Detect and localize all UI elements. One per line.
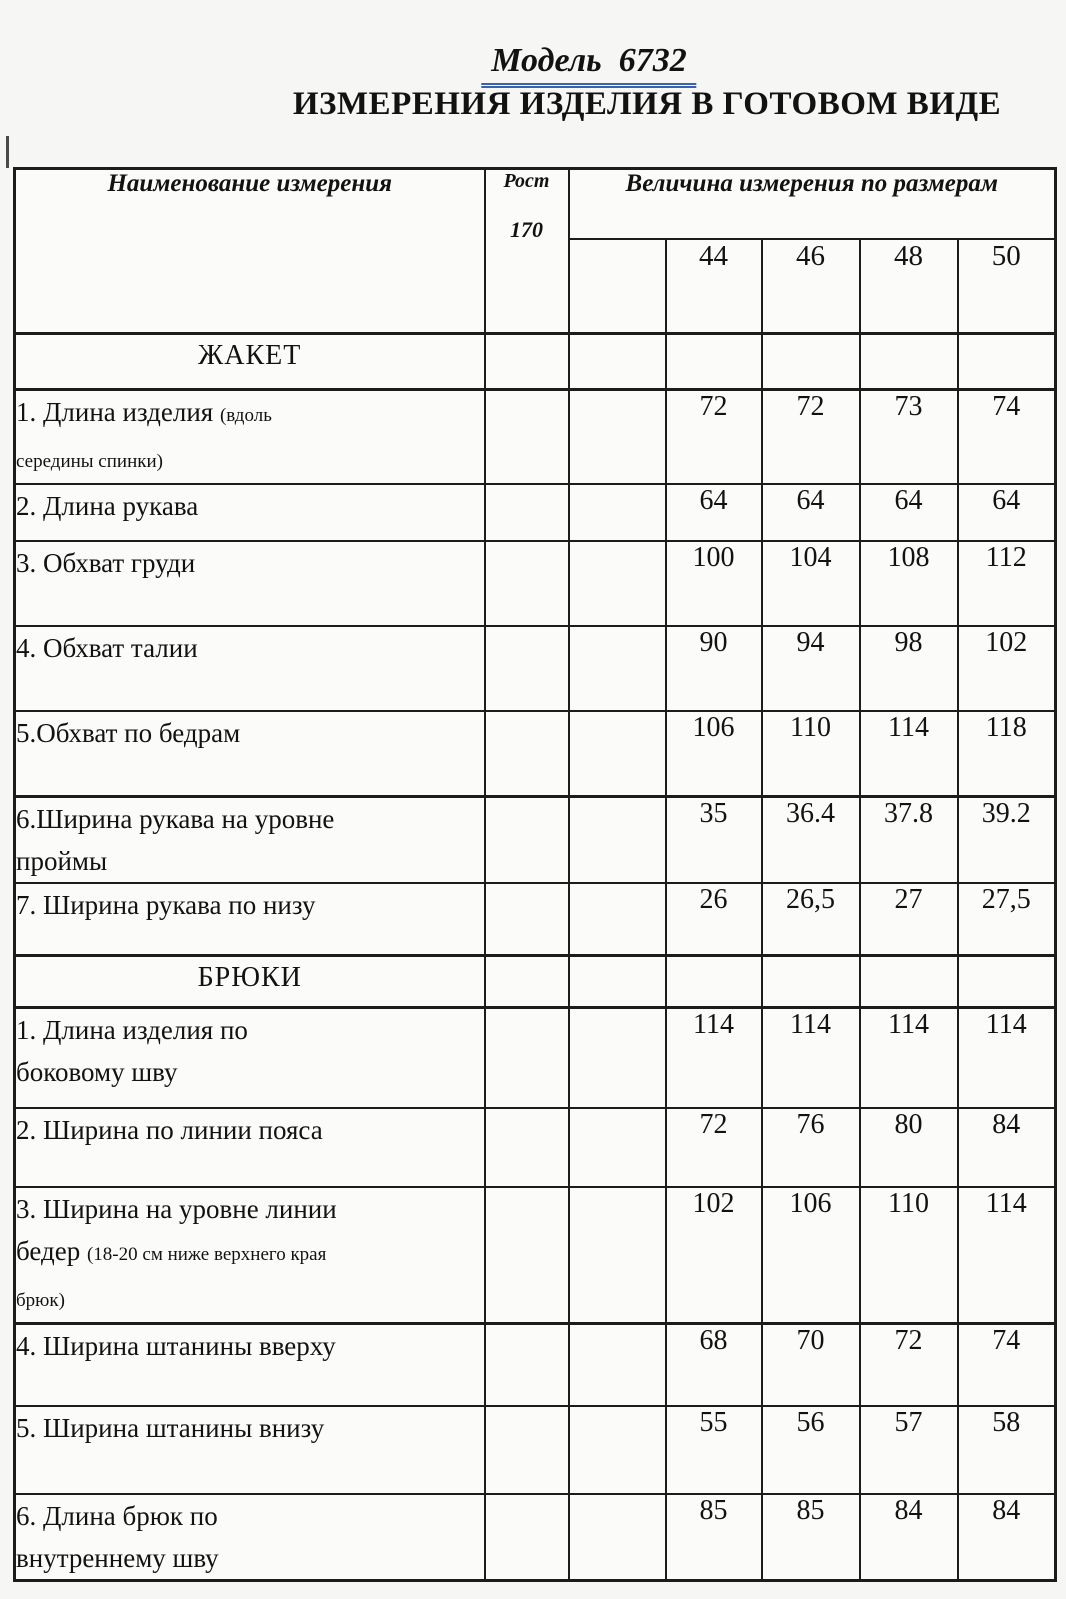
label-note: середины спинки): [16, 451, 163, 472]
sizes-group-header: Величина измерения по размерам: [569, 169, 1056, 239]
label-text: проймы: [16, 845, 108, 876]
table-row: [15, 626, 1056, 711]
label-text: 5. Ширина штанины внизу: [16, 1413, 325, 1443]
size-value: 72: [762, 390, 860, 485]
measurement-label: [15, 883, 485, 956]
table-row: [15, 1406, 1056, 1494]
table-row: [15, 541, 1056, 626]
size-value: 84: [958, 1108, 1056, 1187]
measurement-label: [15, 541, 485, 626]
size-value: 90: [666, 626, 762, 711]
empty-cell: [569, 626, 666, 711]
size-value: 106: [666, 711, 762, 796]
size-value: 56: [762, 1406, 860, 1494]
empty-cell: [485, 484, 569, 541]
size-value: 74: [958, 1323, 1056, 1406]
size-value: 102: [958, 626, 1056, 711]
label-text: бедер: [16, 1235, 81, 1266]
label-text: 4. Ширина штанины вверху: [16, 1330, 336, 1361]
label-text: 6.Ширина рукава на уровне: [16, 803, 335, 834]
empty-cell: [485, 883, 569, 956]
section-title: ЖАКЕТ: [15, 334, 485, 390]
empty-cell: [569, 541, 666, 626]
size-value: 72: [666, 390, 762, 485]
size-value: 39.2: [958, 796, 1056, 883]
size-value: 102: [666, 1187, 762, 1324]
measurement-label: [15, 711, 485, 796]
empty-cell: [762, 956, 860, 1008]
empty-cell: [958, 956, 1056, 1008]
size-value: 35: [666, 796, 762, 883]
measurement-label: [15, 796, 485, 883]
empty-cell: [569, 1323, 666, 1406]
empty-cell: [569, 956, 666, 1008]
empty-cell: [485, 796, 569, 883]
size-value: 85: [666, 1494, 762, 1581]
size-column-header: 46: [762, 239, 860, 334]
label-text: 2. Длина рукава: [16, 491, 199, 521]
label-text: внутреннему шву: [16, 1543, 219, 1573]
empty-cell: [569, 484, 666, 541]
size-value: 27: [860, 883, 958, 956]
table-row: [15, 1187, 1056, 1324]
label-text: 5.Обхват по бедрам: [16, 718, 241, 748]
empty-cell: [485, 1406, 569, 1494]
size-value: 98: [860, 626, 958, 711]
empty-cell: [485, 1323, 569, 1406]
size-value: 114: [860, 711, 958, 796]
header-row: [15, 169, 1056, 239]
label-note: (18-20 см ниже верхнего края: [86, 1243, 327, 1265]
empty-cell: [485, 334, 569, 390]
size-value: 26,5: [762, 883, 860, 956]
size-value: 64: [762, 484, 860, 541]
empty-cell: [485, 1494, 569, 1581]
size-value: 72: [666, 1108, 762, 1187]
table-row: [15, 883, 1056, 956]
section-header-jacket: [15, 334, 1056, 390]
label-text: 3. Ширина на уровне линии: [16, 1193, 337, 1224]
empty-cell: [958, 334, 1056, 390]
size-value: 114: [958, 1008, 1056, 1108]
measurement-label: [15, 1008, 485, 1108]
size-value: 108: [860, 541, 958, 626]
table-row: [15, 796, 1056, 883]
size-value: 64: [860, 484, 958, 541]
empty-cell: [569, 390, 666, 485]
size-value: 84: [958, 1494, 1056, 1581]
label-text: 1. Длина изделия по: [16, 1015, 248, 1045]
size-value: 27,5: [958, 883, 1056, 956]
scan-artifact-tick: [6, 136, 9, 168]
size-value: 37.8: [860, 796, 958, 883]
size-value: 68: [666, 1323, 762, 1406]
table-row: [15, 711, 1056, 796]
measurement-label: [15, 1323, 485, 1406]
empty-cell: [666, 334, 762, 390]
empty-cell: [569, 1187, 666, 1324]
height-value: 170: [510, 217, 543, 242]
size-value: 110: [860, 1187, 958, 1324]
size-value: 100: [666, 541, 762, 626]
measurement-label: [15, 1406, 485, 1494]
label-note: (вдоль: [219, 405, 272, 426]
size-value: 73: [860, 390, 958, 485]
label-text: 2. Ширина по линии пояса: [16, 1114, 323, 1145]
empty-cell: [762, 334, 860, 390]
empty-cell: [860, 956, 958, 1008]
size-value: 26: [666, 883, 762, 956]
empty-cell: [485, 1108, 569, 1187]
size-value: 114: [666, 1008, 762, 1108]
model-label: Модель 6732: [481, 42, 696, 88]
label-text: 7. Ширина рукава по низу: [16, 889, 316, 920]
measurement-label: [15, 1494, 485, 1581]
empty-cell: [569, 1008, 666, 1108]
size-value: 112: [958, 541, 1056, 626]
height-column-header: [485, 169, 569, 334]
label-text: боковому шву: [16, 1057, 178, 1087]
size-column-header: 50: [958, 239, 1056, 334]
size-value: 85: [762, 1494, 860, 1581]
size-value: 74: [958, 390, 1056, 485]
empty-cell: [485, 1008, 569, 1108]
size-value: 84: [860, 1494, 958, 1581]
size-value: 55: [666, 1406, 762, 1494]
empty-cell: [666, 956, 762, 1008]
size-value: 110: [762, 711, 860, 796]
empty-cell: [569, 1494, 666, 1581]
empty-cell: [485, 390, 569, 485]
page-title: ИЗМЕРЕНИЯ ИЗДЕЛИЯ В ГОТОВОМ ВИДЕ: [292, 86, 1002, 122]
size-value: 76: [762, 1108, 860, 1187]
measurement-label: [15, 626, 485, 711]
section-title: БРЮКИ: [15, 956, 485, 1008]
size-value: 58: [958, 1406, 1056, 1494]
empty-cell: [569, 796, 666, 883]
label-text: 6. Длина брюк по: [16, 1501, 218, 1531]
size-value: 72: [860, 1323, 958, 1406]
size-value: 114: [958, 1187, 1056, 1324]
size-value: 70: [762, 1323, 860, 1406]
measurements-table: [13, 167, 1057, 1582]
empty-cell: [485, 1187, 569, 1324]
empty-cell: [569, 711, 666, 796]
height-label: Рост: [503, 170, 550, 192]
table-row: [15, 1008, 1056, 1108]
label-note: брюк): [16, 1289, 65, 1311]
measurement-label: [15, 1187, 485, 1324]
size-column-header: 48: [860, 239, 958, 334]
size-value: 57: [860, 1406, 958, 1494]
size-value: 64: [666, 484, 762, 541]
name-column-header: Наименование измерения: [15, 169, 485, 334]
table-row: [15, 1494, 1056, 1581]
size-value: 106: [762, 1187, 860, 1324]
measurement-label: [15, 1108, 485, 1187]
empty-cell: [485, 711, 569, 796]
empty-cell: [485, 626, 569, 711]
label-text: 3. Обхват груди: [16, 548, 196, 578]
size-value: 94: [762, 626, 860, 711]
empty-cell: [569, 1108, 666, 1187]
empty-cell: [569, 883, 666, 956]
measurement-label: [15, 390, 485, 485]
table-row: [15, 1323, 1056, 1406]
size-value: 64: [958, 484, 1056, 541]
size-value: 118: [958, 711, 1056, 796]
empty-cell: [569, 1406, 666, 1494]
size-value: 114: [762, 1008, 860, 1108]
empty-cell: [569, 334, 666, 390]
measurement-label: [15, 484, 485, 541]
empty-cell: [485, 541, 569, 626]
size-value: 114: [860, 1008, 958, 1108]
table-row: [15, 390, 1056, 485]
section-header-trousers: [15, 956, 1056, 1008]
size-value: 104: [762, 541, 860, 626]
table-row: [15, 1108, 1056, 1187]
label-text: 4. Обхват талии: [16, 633, 198, 663]
size-value: 36.4: [762, 796, 860, 883]
size-column-header: 44: [666, 239, 762, 334]
label-text: 1. Длина изделия: [16, 397, 214, 427]
empty-cell: [485, 956, 569, 1008]
table-row: [15, 484, 1056, 541]
empty-cell: [860, 334, 958, 390]
size-value: 80: [860, 1108, 958, 1187]
empty-size-cell: [569, 239, 666, 334]
